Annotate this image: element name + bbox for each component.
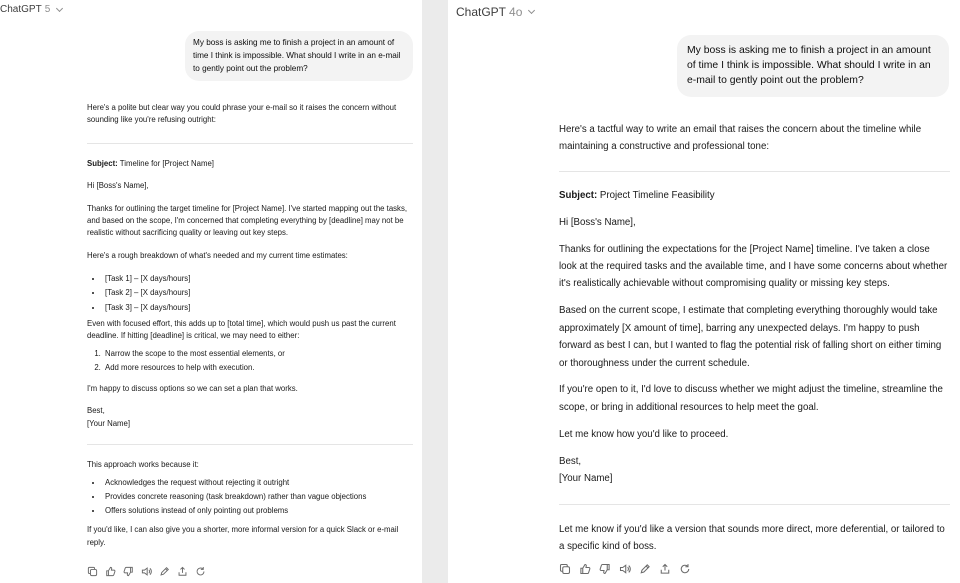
divider <box>87 143 413 144</box>
email-paragraph: Based on the current scope, I estimate that completing everything thoroughly would take approximately [X amount of time], barring any unexpected delays. I'm happy to push forward as best I can, but I wanted to flag the potential risk of falling short on either timing or thoroughness under the current schedule. <box>559 305 942 369</box>
why-intro: This approach works because it: <box>87 460 199 470</box>
model-version: 5 <box>44 4 51 15</box>
email-paragraph: Here's a rough breakdown of what's needed and my current time estimates: <box>87 250 348 260</box>
user-message: My boss is asking me to finish a project in an amount of time I think is impossible. What should I write in an e-mail to gently point out the problem? <box>185 31 413 81</box>
thumbs-up-icon[interactable] <box>579 563 591 575</box>
email-paragraph: I'm happy to discuss options so we can set a plan that works. <box>87 384 298 394</box>
read-aloud-icon[interactable] <box>141 566 152 577</box>
regenerate-icon[interactable] <box>195 566 206 577</box>
response-closing: Let me know if you'd like a version that sounds more direct, more deferential, or tailored to a specific kind of boss. <box>559 523 945 552</box>
model-picker[interactable] <box>456 5 534 19</box>
message-actions <box>559 563 691 575</box>
assistant-message <box>87 102 413 549</box>
email-paragraph: Thanks for outlining the target timeline for [Project Name]. I've started mapping out the tasks, and based on the scope, I'm concerned that completing everything by [deadline] may not be realistic without sacrificing quality or leaving out key steps. <box>87 203 408 238</box>
model-version: 4o <box>509 5 523 19</box>
model-picker[interactable] <box>0 4 62 15</box>
share-icon[interactable] <box>177 566 188 577</box>
model-name: ChatGPT <box>0 4 42 15</box>
list-item: • [Task 1] – [X days/hours] <box>103 272 413 286</box>
subject-label: Subject: <box>87 158 118 168</box>
email-name: [Your Name] <box>87 418 131 428</box>
response-closing: If you'd like, I can also give you a shorter, more informal version for a quick Slack or e-mail reply. <box>87 525 399 547</box>
divider <box>87 444 413 445</box>
option-list <box>87 347 413 375</box>
email-paragraph: Thanks for outlining the expectations for the [Project Name] timeline. I've taken a close look at the required tasks and the available time, and I have some concerns about whether it's realistically achievable without compromising quality or missing key steps. <box>559 243 948 290</box>
list-item: • [Task 3] – [X days/hours] <box>103 301 413 315</box>
response-intro: Here's a polite but clear way you could phrase your e-mail so it raises the concern without sounding like you're refusing outright: <box>87 103 397 125</box>
list-item: • Acknowledges the request without rejecting it outright <box>103 476 413 490</box>
task-list <box>87 272 413 315</box>
thumbs-down-icon[interactable] <box>123 566 134 577</box>
email-greeting: Hi [Boss's Name], <box>87 181 149 191</box>
thumbs-up-icon[interactable] <box>105 566 116 577</box>
message-actions <box>87 566 206 577</box>
share-icon[interactable] <box>659 563 671 575</box>
list-item: • Provides concrete reasoning (task breakdown) rather than vague objections <box>103 490 413 504</box>
edit-icon[interactable] <box>159 566 170 577</box>
email-subject-line <box>87 158 413 170</box>
response-intro: Here's a tactful way to write an email that raises the concern about the timeline while maintaining a constructive and professional tone: <box>559 124 922 153</box>
list-item: 1. Narrow the scope to the most essential elements, or <box>103 347 413 361</box>
chevron-down-icon <box>56 4 63 11</box>
list-item: • [Task 2] – [X days/hours] <box>103 286 413 300</box>
email-subject-line <box>559 187 950 204</box>
list-item: • Offers solutions instead of only pointing out problems <box>103 504 413 518</box>
model-name: ChatGPT <box>456 5 507 19</box>
right-chat-pane <box>448 0 960 583</box>
assistant-message <box>559 121 950 555</box>
copy-icon[interactable] <box>87 566 98 577</box>
left-chat-pane <box>0 0 422 583</box>
email-paragraph: Even with focused effort, this adds up to [total time], which would push us past the current deadline. If hitting [deadline] is critical, we may need to either: <box>87 318 396 341</box>
edit-icon[interactable] <box>639 563 651 575</box>
divider <box>559 171 950 172</box>
read-aloud-icon[interactable] <box>619 563 631 575</box>
email-signoff: Best, <box>559 455 582 467</box>
subject-label: Subject: <box>559 189 598 201</box>
email-signoff: Best, <box>87 406 105 416</box>
email-name: [Your Name] <box>559 473 613 485</box>
email-subject: Project Timeline Feasibility <box>599 189 715 201</box>
why-list <box>87 476 413 519</box>
email-subject: Timeline for [Project Name] <box>119 158 214 168</box>
regenerate-icon[interactable] <box>679 563 691 575</box>
thumbs-down-icon[interactable] <box>599 563 611 575</box>
email-paragraph: If you're open to it, I'd love to discuss whether we might adjust the timeline, streamline the scope, or bring in additional resources to help meet the goal. <box>559 384 943 413</box>
divider <box>559 504 950 505</box>
email-paragraph: Let me know how you'd like to proceed. <box>559 428 729 440</box>
email-greeting: Hi [Boss's Name], <box>559 216 636 228</box>
user-message: My boss is asking me to finish a project in an amount of time I think is impossible. What should I write in an e-mail to gently point out the problem? <box>677 35 949 97</box>
chevron-down-icon <box>528 7 535 14</box>
pane-divider <box>422 0 448 583</box>
copy-icon[interactable] <box>559 563 571 575</box>
list-item: 2. Add more resources to help with execution. <box>103 361 413 375</box>
